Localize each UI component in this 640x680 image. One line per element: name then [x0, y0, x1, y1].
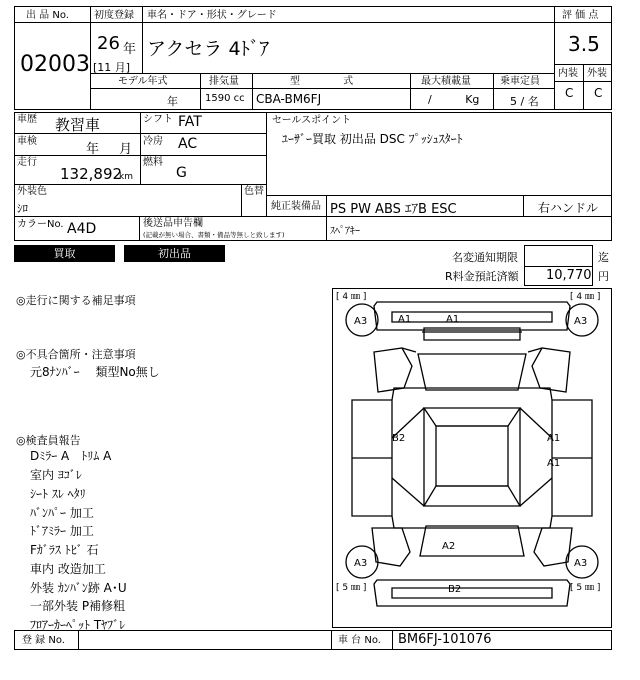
damage-mark: A3 — [574, 558, 588, 569]
exterior-grade: C — [594, 86, 603, 100]
post-declare-note: (記載が無い場合、書類・備品等無しと致します) — [143, 231, 285, 239]
model-year-unit: 年 — [167, 95, 178, 108]
damage-mark: A3 — [574, 316, 588, 327]
color-change-label: 色替 — [244, 186, 264, 197]
defects-title: ◎不具合箇所・注意事項 — [16, 348, 136, 361]
chassis-no: BM6FJ-101076 — [398, 632, 492, 647]
name-change-label: 名変通知期限 — [452, 251, 518, 264]
first-reg-label: 初度登録 — [94, 10, 134, 21]
reg-no-label: 登 録 No. — [22, 635, 65, 646]
inspector-item: Dﾐﾗｰ A ﾄﾘﾑ A — [30, 449, 112, 463]
history: 教習車 — [55, 116, 101, 134]
ac-label: 冷房 — [143, 136, 163, 147]
interior-grade: C — [565, 86, 574, 100]
sales-point: ﾕｰｻﾞｰ買取 初出品 DSC ﾌﾟｯｼｭｽﾀｰﾄ — [282, 132, 463, 146]
tire-rear-depth-right: [ 5 ㎜ ] — [570, 583, 601, 593]
inspection-label: 車検 — [17, 136, 37, 147]
ac: AC — [178, 136, 198, 152]
history-label: 車歴 — [17, 114, 37, 125]
capacity: 5 / 名 — [510, 95, 539, 108]
inspector-item: 一部外装 P補修粗 — [30, 599, 126, 613]
inspector-item: ｼｰﾄ ｽﾚ ﾍﾀﾘ — [30, 487, 86, 501]
damage-mark: A3 — [354, 316, 368, 327]
model-year-label: モデル年式 — [118, 76, 168, 87]
shift-label: シフト — [143, 114, 173, 125]
displacement: 1590 cc — [205, 93, 245, 104]
sales-point-label: セールスポイント — [272, 115, 352, 126]
displacement-label: 排気量 — [209, 76, 239, 87]
car-damage-diagram — [332, 288, 612, 628]
supplement-title: ◎走行に関する補足事項 — [16, 294, 136, 307]
car-name-label: 車名・ドア・形状・グレード — [147, 10, 277, 21]
damage-mark: B2 — [448, 584, 462, 595]
damage-mark: B2 — [392, 433, 406, 444]
tire-rear-depth-left: [ 5 ㎜ ] — [336, 583, 367, 593]
capacity-label: 乗車定員 — [500, 76, 540, 87]
damage-mark: A1 — [446, 314, 460, 325]
tag-first-listing: 初出品 — [124, 245, 225, 262]
inspector-item: ﾌﾛｱｰｶｰﾍﾟｯﾄ Tﾔﾌﾞﾚ — [30, 618, 126, 632]
tire-front-depth-right: [ 4 ㎜ ] — [570, 292, 601, 302]
damage-mark: A1 — [547, 458, 561, 469]
color-no: A4D — [67, 221, 97, 237]
chassis-label: 車 台 No. — [338, 635, 381, 646]
lot-no-label: 出 品 No. — [26, 10, 69, 21]
ext-color-label: 外装色 — [17, 186, 47, 197]
recycle-label: R料金預託済額 — [445, 270, 519, 283]
ext-color-box — [14, 184, 267, 217]
grade-value: 3.5 — [568, 32, 600, 56]
damage-mark: A3 — [354, 558, 368, 569]
max-load-label: 最大積載量 — [421, 76, 471, 87]
interior-label: 内装 — [558, 68, 578, 79]
fuel-label: 燃料 — [143, 157, 163, 168]
type-label: 型 式 — [290, 76, 354, 87]
recycle-unit: 円 — [598, 270, 609, 283]
model-type: CBA-BM6FJ — [256, 92, 322, 106]
damage-mark: A2 — [442, 541, 456, 552]
defect-item: 元8ﾅﾝﾊﾞｰ 類型No無し — [30, 365, 160, 379]
inspector-item: ﾄﾞｱﾐﾗｰ 加工 — [30, 524, 94, 538]
inspector-item: 外装 ｶﾝﾊﾞﾝ跡 A･U — [30, 581, 127, 595]
inspector-item: 室内 ﾖｺﾞﾚ — [30, 468, 82, 482]
color-no-label: カラーNo. — [17, 219, 64, 230]
exterior-label: 外装 — [587, 68, 607, 79]
recycle-amount: 10,770 — [546, 268, 592, 283]
inspector-item: 車内 改造加工 — [30, 562, 106, 576]
inspector-title: ◎検査員報告 — [16, 434, 81, 447]
inspector-item: ﾊﾞﾝﾊﾟｰ 加工 — [30, 506, 94, 520]
damage-mark: A1 — [398, 314, 412, 325]
mileage: 132,892 — [60, 165, 123, 183]
mileage-label: 走行 — [17, 157, 37, 168]
post-declare-label: 後送品申告欄 — [143, 218, 203, 229]
steering: 右ハンドル — [538, 201, 599, 215]
tag-purchase: 買取 — [14, 245, 115, 262]
grade-label: 評 価 点 — [562, 10, 599, 21]
post-declare-value: ｽﾍﾟｱｷｰ — [330, 226, 360, 237]
name-change-unit: 迄 — [598, 251, 609, 264]
name-change-field — [524, 245, 593, 267]
tire-front-depth-left: [ 4 ㎜ ] — [336, 292, 367, 302]
car-name: アクセラ 4ﾄﾞｱ — [147, 38, 270, 60]
equipment-label: 純正装備品 — [271, 201, 321, 212]
first-reg-month: [11 月] — [93, 61, 131, 74]
first-reg-year: 26 — [97, 33, 120, 54]
mileage-unit: km — [119, 172, 133, 182]
max-load: / Kg — [428, 93, 480, 106]
damage-mark: A1 — [547, 433, 561, 444]
inspection: 年 月 — [86, 142, 133, 157]
inspector-item: Fｶﾞﾗｽ ﾄﾋﾞ 石 — [30, 543, 99, 557]
equipment: PS PW ABS ｴｱB ESC — [330, 202, 457, 217]
first-reg-year-unit: 年 — [123, 42, 137, 57]
lot-no: 02003 — [20, 52, 90, 77]
fuel: G — [176, 165, 187, 181]
ext-color: ｼﾛ — [17, 202, 28, 215]
shift: FAT — [178, 114, 202, 130]
